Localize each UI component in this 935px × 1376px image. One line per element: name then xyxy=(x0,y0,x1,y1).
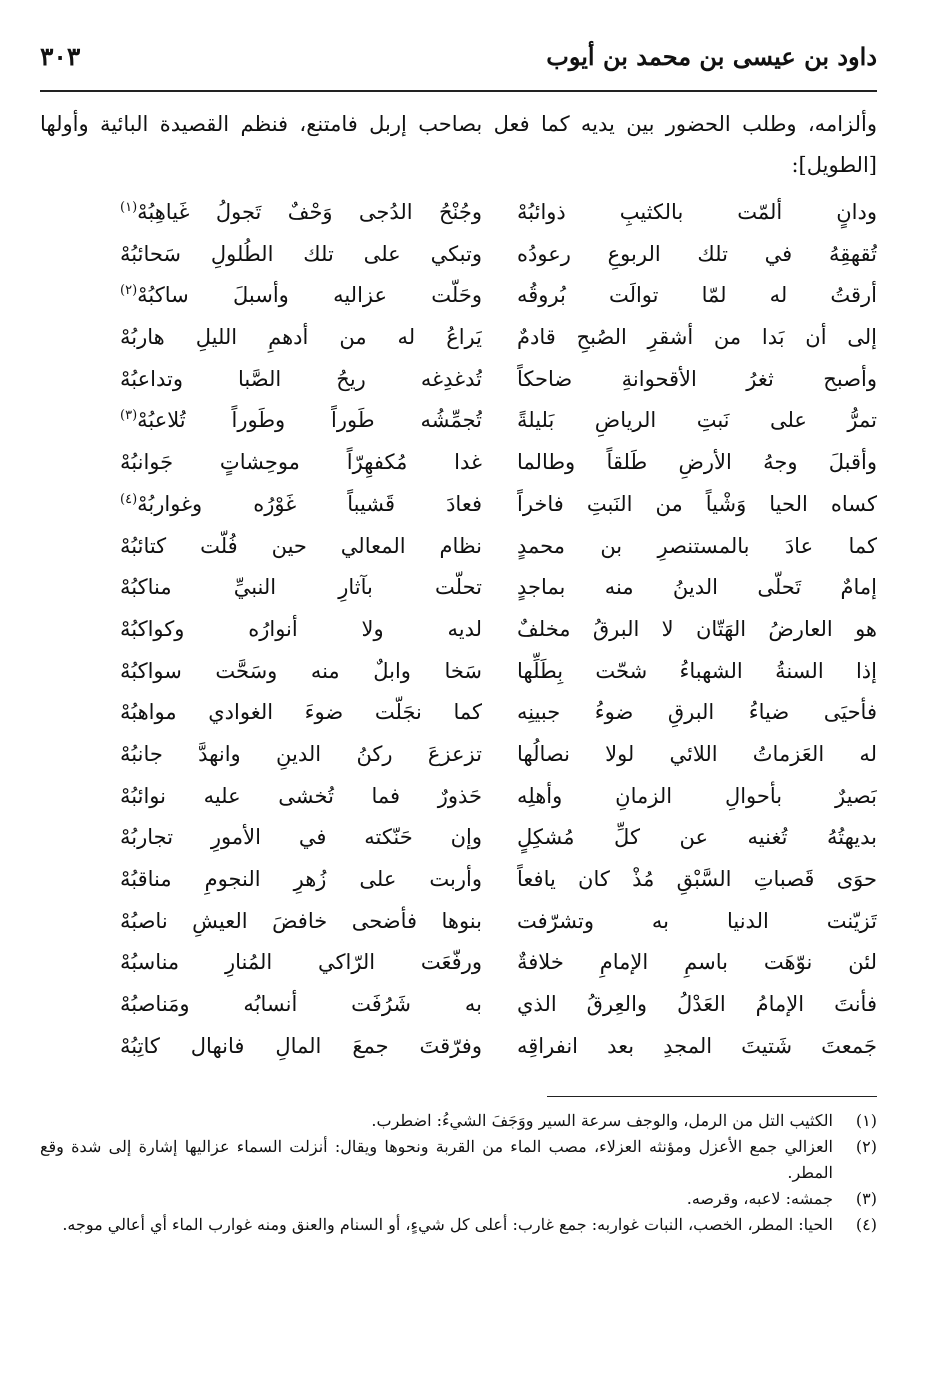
footnote-number: (٤) xyxy=(855,1215,877,1234)
verse-second-hemistich-text: لديه ولا أنوارُه وكواكبُهْ xyxy=(120,616,482,641)
verse-row xyxy=(40,734,877,776)
verse-second-hemistich-text: غدا مُكفهِرّاً موحِشاتٍ جَوانبُهْ xyxy=(120,450,482,475)
footnote-text: العزالي جمع الأعزل ومؤنثه العزلاء، مصب الماء من القربة ونحوها ويقال: أنزلت السماء عزاليها إشارة إلى شدة وقع المطر. xyxy=(40,1137,834,1182)
page-header xyxy=(40,38,877,82)
verse-row xyxy=(40,859,877,901)
verse-first-hemistich: كساه الحيا وَشْياً من النَبتِ فاخراً xyxy=(517,491,877,516)
verse-second-hemistich-text: بنوها فأضحى خافضَ العيشِ ناصبُهْ xyxy=(120,908,482,933)
footnote xyxy=(40,1134,877,1186)
verse-second-hemistich xyxy=(120,942,482,984)
page-number: ٣٠٣ xyxy=(40,42,81,71)
verse-row xyxy=(40,484,877,526)
verse-row xyxy=(40,567,877,609)
verse-second-hemistich-text: وفرّقتَ جمعَ المالِ فانهال كاتِبُهْ xyxy=(120,1033,482,1058)
footnotes xyxy=(40,1108,877,1238)
verse-first-hemistich: وأصبح ثغرُ الأقحوانةِ ضاحكاً xyxy=(517,366,877,391)
footnote-divider xyxy=(547,1096,877,1097)
footnote-text: الحيا: المطر، الخصب، النبات غواربه: جمع غارب: أعلى كل شيءٍ، أو السنام والعنق ومنه غوارب الماء أي أعالي موجه. xyxy=(62,1215,833,1234)
verse-first-hemistich: له العَزماتُ اللائي لولا نصالُها xyxy=(517,741,877,766)
verse-second-hemistich xyxy=(120,776,482,818)
verse-row xyxy=(40,984,877,1026)
verse-second-hemistich-text: ورفّعَت الرّاكي المُنارِ مناسبُهْ xyxy=(120,950,482,975)
verse-first-hemistich: لئن نوّهَت باسمِ الإمامِ خلافةٌ xyxy=(517,950,877,975)
verse-second-hemistich xyxy=(120,317,482,359)
verse-first-hemistich: تَزيّنت الدنيا به وتشرّفت xyxy=(517,908,877,933)
verse-row xyxy=(40,317,877,359)
footnote-marker: (٤) xyxy=(120,491,138,507)
verse-first-hemistich: تمرُّ على نَبتِ الرياضِ بَليلةً xyxy=(517,408,877,433)
verse-second-hemistich-text: وحَلّت عزاليه وأسبلَ ساكبُهْ xyxy=(137,283,482,308)
verse-second-hemistich-text: سَخا وابلٌ منه وسَحَّت سواكبُهْ xyxy=(120,658,482,683)
verse-second-hemistich xyxy=(120,859,482,901)
running-title: داود بن عيسى بن محمد بن أيوب xyxy=(546,42,877,71)
verse-first-hemistich: هو العارضُ الهَتّان لا البرقُ مخلفٌ xyxy=(517,616,877,641)
verse-second-hemistich xyxy=(120,817,482,859)
verse-second-hemistich xyxy=(120,901,482,943)
verse-second-hemistich xyxy=(120,567,482,609)
footnote-text: جمشه: لاعبه، وقرصه. xyxy=(686,1189,833,1208)
verse-second-hemistich xyxy=(120,192,482,234)
verse-second-hemistich xyxy=(120,359,482,401)
verse-first-hemistich: أرقتُ له لمّا توالَت بُروقُه xyxy=(517,283,877,308)
verse-second-hemistich-text: فعادَ قَشيباً غَوْرُه وغواربُهْ xyxy=(137,491,482,516)
verse-second-hemistich xyxy=(120,275,482,317)
verse-first-hemistich: بَصيرٌ بأحوالِ الزمانِ وأهلِه xyxy=(517,783,877,808)
verse-second-hemistich xyxy=(120,734,482,776)
verse-second-hemistich-text: وأربت على زُهرِ النجومِ مناقبُهْ xyxy=(120,867,482,891)
verse-second-hemistich xyxy=(120,484,482,526)
verse-second-hemistich xyxy=(120,609,482,651)
verse-second-hemistich xyxy=(120,651,482,693)
footnote xyxy=(40,1108,877,1134)
intro-paragraph: وألزامه، وطلب الحضور بين يديه كما فعل بصاحب إربل فامتنع، فنظم القصيدة البائية وأولها [الطويل]: xyxy=(40,112,877,177)
verse-first-hemistich: تُقهقِهُ في تلك الربوعِ رعودُه xyxy=(517,241,877,266)
footnote-marker: (٣) xyxy=(120,408,138,424)
footnote xyxy=(40,1212,877,1238)
poem xyxy=(40,192,877,1068)
footnote-number: (٣) xyxy=(855,1189,877,1208)
verse-row xyxy=(40,359,877,401)
verse-first-hemistich: إلى أن بَدا من أشقرِ الصُبحِ قادمٌ xyxy=(517,325,877,350)
verse-first-hemistich: جَمعتَ شَتيتَ المجدِ بعد انفراقِه xyxy=(517,1033,877,1058)
footnote-text: الكثيب التل من الرمل، والوجف سرعة السير ووَجَفَ الشيءُ: اضطرب. xyxy=(371,1111,833,1130)
verse-first-hemistich: كما عادَ بالمستنصرِ بن محمدٍ xyxy=(517,533,877,558)
verse-row xyxy=(40,692,877,734)
footnote-number: (٢) xyxy=(855,1137,877,1156)
verse-second-hemistich xyxy=(120,1026,482,1068)
verse-row xyxy=(40,651,877,693)
footnote-marker: (١) xyxy=(120,200,138,215)
verse-first-hemistich: وأقبلَ وجهُ الأرضِ طَلقاً وطالما xyxy=(517,450,877,475)
verse-second-hemistich-text: تحلّت بآثارِ النبيِّ مناكبُهْ xyxy=(120,575,482,600)
verse-second-hemistich-text: وتبكي على تلك الطُلولِ سَحائبُهْ xyxy=(120,241,482,266)
verse-row xyxy=(40,817,877,859)
verse-row xyxy=(40,942,877,984)
verse-second-hemistich-text: تزعزعَ ركنُ الدينِ وانهدَّ جانبُهْ xyxy=(120,741,482,766)
verse-second-hemistich-text: تُجمِّشُه طَوراً وطَوراً تُلاعبُهْ xyxy=(137,408,482,433)
verse-second-hemistich xyxy=(120,984,482,1026)
verse-second-hemistich-text: كما نجَلّت ضوءَ الغوادي مواهبُهْ xyxy=(120,700,482,725)
verse-second-hemistich xyxy=(120,442,482,484)
footnote-marker: (٢) xyxy=(120,283,138,299)
verse-second-hemistich-text: تُدغدِغه ريحُ الصَّبا وتداعبُهْ xyxy=(120,366,482,391)
verse-second-hemistich xyxy=(120,400,482,442)
verse-second-hemistich xyxy=(120,692,482,734)
footnote-number: (١) xyxy=(855,1111,877,1130)
verse-row xyxy=(40,609,877,651)
verse-first-hemistich: ودانٍ ألمّت بالكثيبِ ذوائبُهْ xyxy=(517,200,877,224)
verse-row xyxy=(40,192,877,234)
verse-first-hemistich: فأحيَى ضياءُ البرقِ ضوءُ جبينِه xyxy=(517,700,877,725)
verse-row xyxy=(40,400,877,442)
verse-second-hemistich-text: حَذورٌ فما تُخشى عليه نوائبُهْ xyxy=(120,783,482,808)
verse-first-hemistich: إذا السنةُ الشهباءُ شحّت بِطَلِّها xyxy=(517,658,877,683)
verse-first-hemistich: بديهتُهُ تُغنيه عن كلِّ مُشكِلٍ xyxy=(517,825,877,850)
verse-row xyxy=(40,1026,877,1068)
verse-second-hemistich xyxy=(120,526,482,568)
verse-first-hemistich: إمامٌ تَحلّى الدينُ منه بماجدٍ xyxy=(517,575,877,600)
verse-first-hemistich: حوَى قَصباتِ السَّبْقِ مُذْ كان يافعاً xyxy=(517,867,877,891)
verse-row xyxy=(40,901,877,943)
verse-second-hemistich xyxy=(120,234,482,276)
footnote xyxy=(40,1186,877,1212)
verse-row xyxy=(40,442,877,484)
verse-row xyxy=(40,234,877,276)
verse-second-hemistich-text: نظام المعالي حين فُلّت كتائبُهْ xyxy=(120,533,482,558)
verse-row xyxy=(40,526,877,568)
verse-second-hemistich-text: وجُنْحُ الدُجى وَحْفٌ تَجولُ غَياهِبُهْ xyxy=(137,200,482,224)
verse-row xyxy=(40,776,877,818)
verse-row xyxy=(40,275,877,317)
verse-second-hemistich-text: وإن حَنّكته في الأمورِ تجاربُهْ xyxy=(120,825,482,850)
header-divider xyxy=(40,90,877,92)
verse-second-hemistich-text: به شَرُفَت أنسابُه ومَناصبُهْ xyxy=(120,992,482,1017)
verse-first-hemistich: فأنتَ الإمامُ العَدْلُ والعِرقُ الذي xyxy=(517,992,877,1017)
verse-second-hemistich-text: يَراعُ له من أدهمِ الليلِ هاربُهْ xyxy=(120,325,482,350)
